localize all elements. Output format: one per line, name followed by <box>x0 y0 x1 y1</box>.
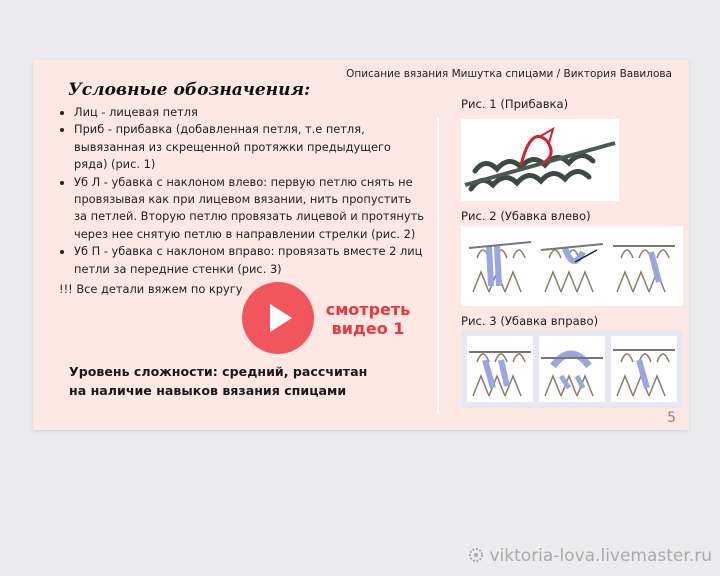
legend-list <box>61 104 426 278</box>
difficulty-level <box>69 362 367 400</box>
legend-item: • Уб Л - убавка с наклоном влево: первую петлю снять не провязывая как при лицевом вязании, нить пропустить за петлей. Вторую петлю провязать лицевой и протянуть через нее снятую петлю в направлении стрелки (рис. 2) <box>74 174 426 244</box>
fig3-step-3 <box>611 336 677 402</box>
legend-item: • Лиц - лицевая петля <box>74 104 426 121</box>
left-decrease-illustration <box>461 226 683 306</box>
video-label-line: смотреть <box>325 300 411 319</box>
legend-item: • Уб П - убавка с наклоном вправо: провязать вместе 2 лиц петли за передние стенки (рис. 3) <box>74 243 426 278</box>
level-line: Уровень сложности: средний, рассчитан <box>69 364 368 379</box>
slide-title: Условные обозначения: <box>68 80 311 100</box>
play-icon <box>270 304 292 332</box>
right-decrease-illustration <box>461 330 683 408</box>
fig3-step-1 <box>467 336 533 402</box>
page-number: 5 <box>667 410 676 426</box>
round-knitting-note: !!! Все детали вяжем по кругу <box>59 282 243 296</box>
livemaster-logo-icon <box>467 546 485 566</box>
level-line: на наличие навыков вязания спицами <box>69 383 347 398</box>
fig2-step-1 <box>467 232 533 298</box>
fig3-caption: Рис. 3 (Убавка вправо) <box>461 314 599 328</box>
play-video-button[interactable] <box>242 282 314 354</box>
fig2-caption: Рис. 2 (Убавка влево) <box>461 209 591 223</box>
column-divider <box>437 118 439 414</box>
increase-illustration <box>461 119 619 201</box>
legend-item: • Приб - прибавка (добавленная петля, т.е петля, вывязанная из скрещенной протяжки предыдущего ряда) (рис. 1) <box>74 121 426 173</box>
watermark-text: viktoria-lova.livemaster.ru <box>489 546 712 566</box>
slide-header: Описание вязания Мишутка спицами / Виктория Вавилова <box>346 68 672 80</box>
watch-video-link[interactable] <box>323 300 413 338</box>
presentation-slide <box>33 60 689 430</box>
video-label-line: видео 1 <box>331 319 405 338</box>
fig2-step-2 <box>539 232 605 298</box>
fig1-caption: Рис. 1 (Прибавка) <box>461 97 569 111</box>
fig2-step-3 <box>611 232 677 298</box>
site-watermark <box>467 546 713 566</box>
fig3-step-2 <box>539 336 605 402</box>
